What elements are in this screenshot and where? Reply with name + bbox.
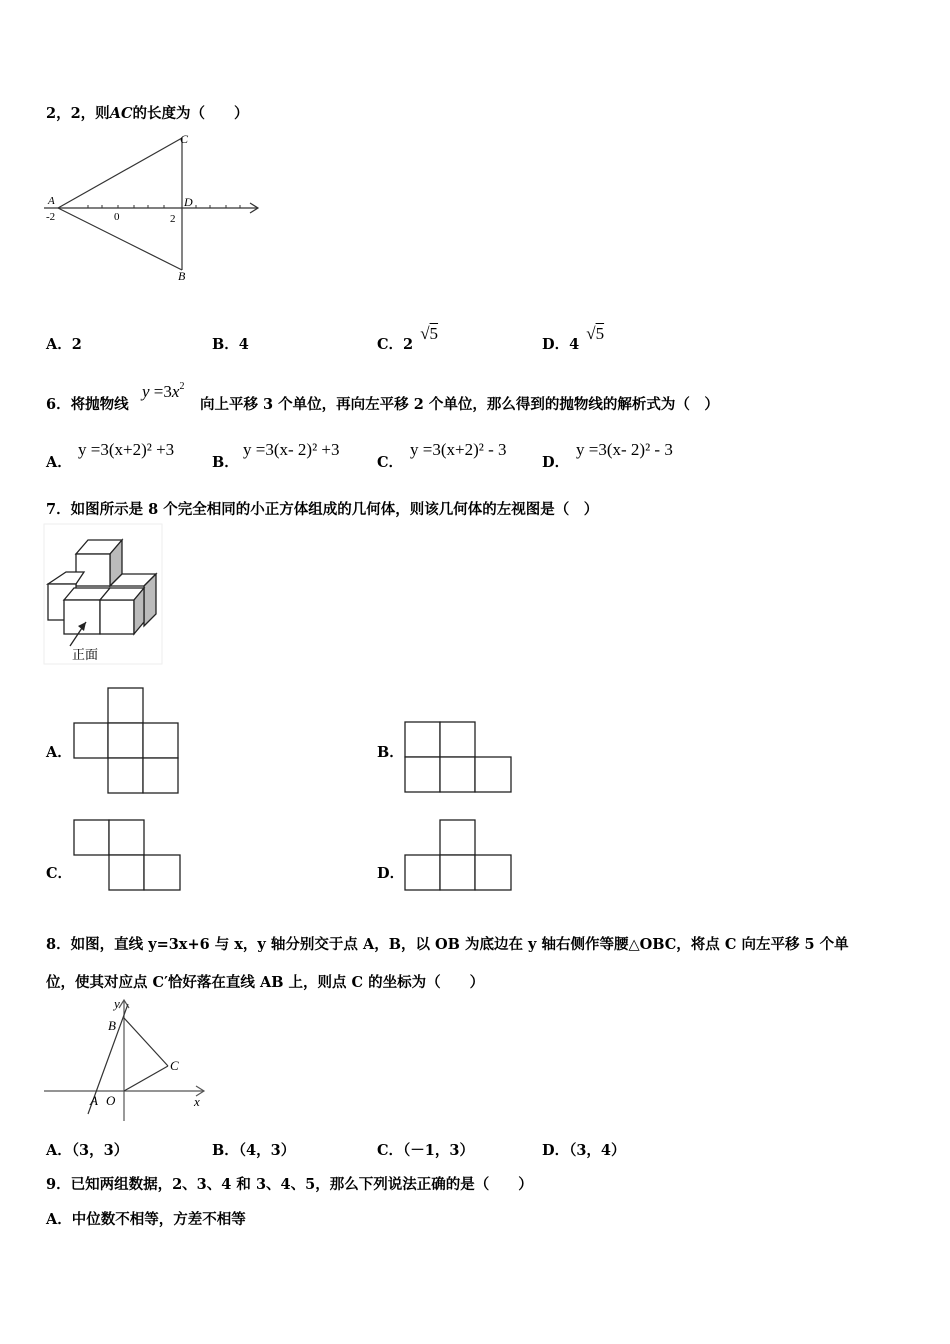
q5-label-b: B: [178, 269, 186, 283]
q5-tick-label-2: 2: [170, 213, 176, 225]
q9-text: 已知两组数据，2、3、4 和 3、4、5，那么下列说法正确的是（ ）: [70, 1176, 533, 1193]
q6-option-d-letter[interactable]: D．: [542, 454, 570, 471]
q9-option-a[interactable]: A．中位数不相等，方差不相等: [46, 1211, 246, 1228]
q7-option-d-letter[interactable]: D．: [377, 865, 405, 882]
q5-tail-post: 的长度为（ ）: [132, 105, 249, 122]
q5-option-c-text: 2: [403, 336, 414, 353]
q8-option-c-letter: C．: [377, 1142, 404, 1159]
q7-option-b-view[interactable]: [403, 720, 515, 796]
q7-option-a-view[interactable]: [72, 686, 182, 796]
q5-tail-pre: 2，2，则: [46, 105, 110, 122]
q7-option-a-letter[interactable]: A．: [46, 744, 72, 761]
q5-option-d-sqrt: √5: [586, 324, 605, 343]
q5-option-c-sqrt: √5: [420, 324, 439, 343]
q5-option-d-letter: D．: [542, 336, 570, 353]
q6-formula-lhs: y: [142, 382, 150, 401]
q5-tick-label-m2: -2: [46, 211, 56, 223]
q7-stem: [46, 498, 598, 519]
q5-option-c-radicand: 5: [429, 324, 439, 343]
q8-label-o: O: [106, 1093, 116, 1108]
q6-formula-eq: =3: [149, 382, 172, 401]
q5-segment-ac: [58, 138, 182, 208]
q5-option-d-text: 4: [569, 336, 580, 353]
q6-option-a-formula: y =3(x+2)² +3: [78, 440, 175, 459]
q8-stem-line2: 位，使其对应点 C′恰好落在直线 AB 上，则点 C 的坐标为（ ）: [46, 974, 485, 991]
q5-tail: [46, 102, 248, 123]
q7-text: 如图所示是 8 个完全相同的小正方体组成的几何体，则该几何体的左视图是（ ）: [70, 501, 599, 518]
q7-option-c-letter[interactable]: C．: [46, 865, 73, 882]
q8-stem-line1: [46, 933, 849, 954]
q6-pre-text: 将抛物线: [70, 396, 129, 413]
q5-option-c-letter: C．: [377, 336, 404, 353]
q6-option-b-letter[interactable]: B．: [212, 454, 239, 471]
q5-option-b-letter: B．: [212, 336, 239, 353]
q5-option-b-text: 4: [238, 336, 249, 353]
q7-option-c-view[interactable]: [72, 818, 184, 894]
q8-option-c-text: （－1，3）: [403, 1142, 474, 1159]
q6-stem-pre: [46, 393, 129, 414]
q8-figure: [44, 996, 209, 1126]
q6-formula-var: x: [171, 382, 180, 401]
q5-option-a[interactable]: [46, 333, 82, 354]
q5-option-c[interactable]: [377, 324, 439, 354]
q6-option-b-formula: y =3(x- 2)² +3: [243, 440, 340, 459]
q6-formula: [142, 381, 184, 402]
q8-option-d[interactable]: [542, 1139, 626, 1160]
q8-label-b: B: [108, 1018, 116, 1033]
q8-option-b[interactable]: [212, 1139, 295, 1160]
q8-segment-oc: [124, 1066, 168, 1091]
q9-number: 9．: [46, 1176, 71, 1193]
q8-option-b-letter: B．: [212, 1142, 239, 1159]
q6-option-a-letter[interactable]: A．: [46, 454, 72, 471]
q5-option-a-text: 2: [71, 336, 82, 353]
q7-front-label: 正面: [72, 647, 99, 662]
q8-text1: 如图，直线 y=3x+6 与 x，y 轴分别交于点 A，B，以 OB 为底边在 y 轴右侧作等腰△OBC，将点 C 向左平移 5 个单: [70, 936, 849, 953]
q8-label-c: C: [170, 1058, 179, 1073]
q6-stem-post: 向上平移 3 个单位，再向左平移 2 个单位，那么得到的抛物线的解析式为（ ）: [200, 396, 719, 413]
q7-solid-figure: [44, 524, 162, 664]
q8-number: 8．: [46, 936, 71, 953]
q8-option-c[interactable]: [377, 1139, 474, 1160]
q5-option-d[interactable]: [542, 324, 605, 354]
q5-option-b[interactable]: [212, 333, 249, 354]
q8-label-x: x: [194, 1094, 200, 1109]
q6-option-c-letter[interactable]: C．: [377, 454, 404, 471]
q5-label-c: C: [180, 132, 189, 146]
q8-option-b-text: （4，3）: [238, 1142, 296, 1159]
q5-option-a-letter: A．: [46, 336, 72, 353]
q5-figure: [40, 128, 270, 288]
q6-formula-exp: 2: [179, 381, 185, 392]
q6-option-d-formula: y =3(x- 2)² - 3: [576, 440, 673, 459]
q8-option-a-text: （3，3）: [71, 1142, 129, 1159]
q5-option-d-radicand: 5: [595, 324, 605, 343]
q8-segment-bc: [124, 1018, 168, 1066]
q7-number: 7．: [46, 501, 71, 518]
q6-option-c-formula: y =3(x+2)² - 3: [410, 440, 507, 459]
q8-option-a-letter: A．: [46, 1142, 72, 1159]
q5-segment-ab: [58, 208, 182, 270]
q5-tail-var: AC: [109, 105, 133, 122]
q5-tick-label-0: 0: [114, 211, 120, 223]
q7-option-b-letter[interactable]: B．: [377, 744, 404, 761]
q8-option-d-letter: D．: [542, 1142, 570, 1159]
q5-label-a: A: [48, 195, 55, 207]
q7-option-d-view[interactable]: [403, 818, 515, 894]
q8-label-y: y: [114, 996, 120, 1011]
q8-option-d-text: （3，4）: [569, 1142, 626, 1159]
q9-stem: [46, 1173, 533, 1194]
q5-label-d: D: [184, 195, 193, 209]
q8-label-a: A: [90, 1093, 98, 1108]
q8-option-a[interactable]: [46, 1139, 128, 1160]
q6-number: 6．: [46, 396, 71, 413]
